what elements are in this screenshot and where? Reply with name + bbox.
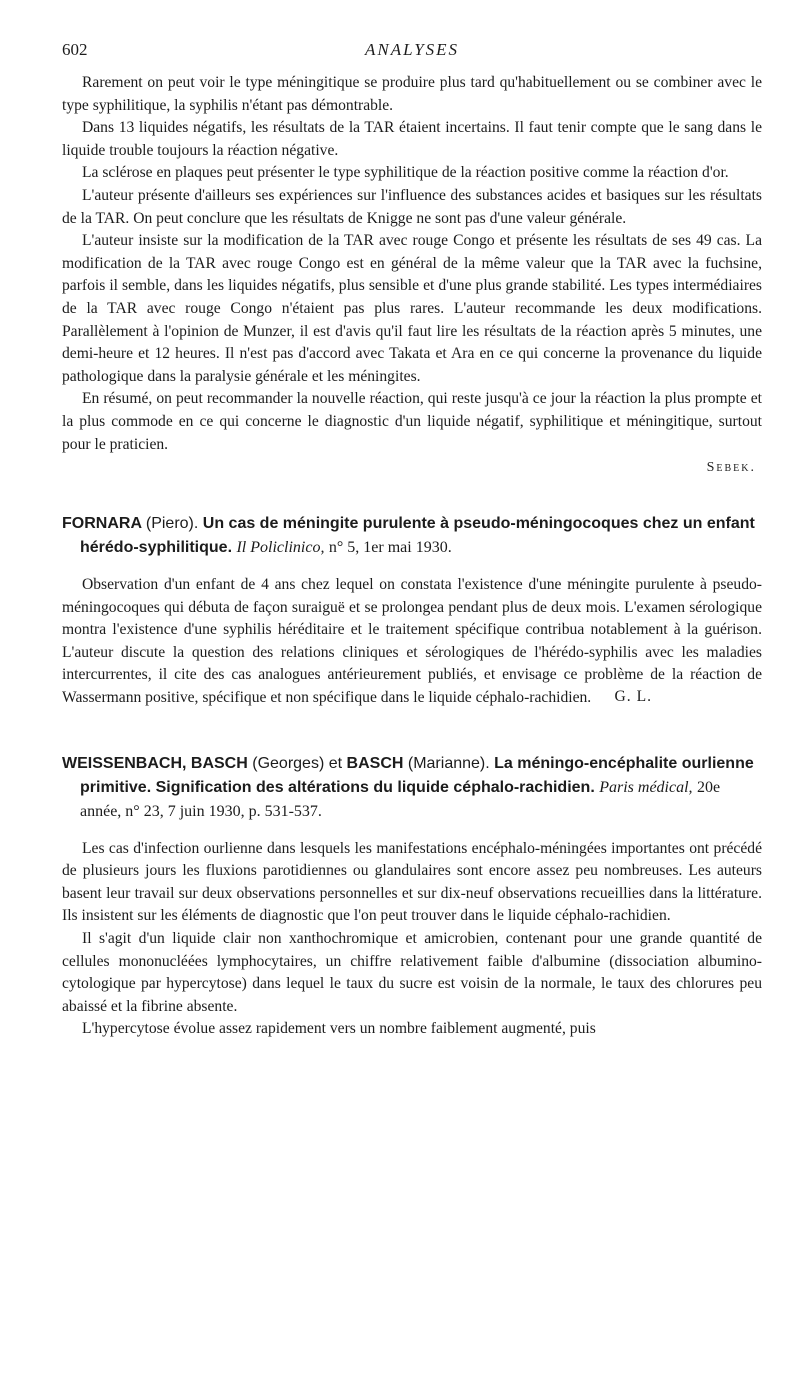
- running-title: ANALYSES: [364, 40, 460, 59]
- continued-review: [62, 72, 762, 476]
- paragraph: L'hypercytose évolue assez rapidement vers un nombre faiblement augmenté, puis: [82, 1020, 596, 1038]
- entry-reference: n° 5, 1er mai 1930.: [328, 539, 452, 557]
- running-head: [62, 40, 762, 64]
- entry-authors: FORNARA (Piero).: [62, 515, 199, 533]
- paragraph: Il s'agit d'un liquide clair non xanthochromique et amicrobien, contenant pour une grande quantité de cellules mononucléées lymphocytaires, un chiffre relativement faible d'albumine (dissociation albumino-cytologique par hypercytose) dans lequel le taux du sucre est voisin de la normale, le taux des chlorures peu abaissé et la fibrine absente.: [62, 930, 762, 1015]
- entry-title: La méningo-encéphalite ourlienne primitive. Signification des altérations du liquide céphalo-rachidien.: [80, 754, 754, 796]
- entry-body: [62, 838, 762, 1041]
- paragraph: Les cas d'infection ourlienne dans lesquels les manifestations encéphalo-méningées importantes ont précédé de plusieurs jours les fluxions parotidiennes ou glandulaires sont encore assez peu nombreuses. Les auteurs basent leur travail sur deux observations personnelles et sur dix-neuf observations recueillies dans la littérature. Ils insistent sur les éléments de diagnostic que l'on peut trouver dans le liquide céphalo-rachidien.: [62, 839, 762, 925]
- reviewer-signature: Sebek.: [706, 460, 756, 476]
- entry-authors: WEISSENBACH, BASCH (Georges) et BASCH (Marianne).: [62, 754, 490, 772]
- paragraph: En résumé, on peut recommander la nouvelle réaction, qui reste jusqu'à ce jour la réaction la plus prompte et la plus commode en ce qui concerne le diagnostic d'un liquide négatif, syphilitique et méningitique, surtout pour le praticien.: [62, 390, 762, 453]
- paragraph: Rarement on peut voir le type méningitique se produire plus tard qu'habituellement ou se combiner avec le type syphilitique, la syphilis n'étant pas démontrable.: [62, 74, 762, 114]
- paragraph: La sclérose en plaques peut présenter le type syphilitique de la réaction positive comme la réaction d'or.: [82, 164, 729, 182]
- page-number: 602: [62, 40, 88, 59]
- entry-journal: Il Policlinico,: [236, 539, 325, 557]
- paragraph: L'auteur insiste sur la modification de la TAR avec rouge Congo et présente les résultats de ses 49 cas. La modification de la TAR avec rouge Congo est en général de la même valeur que la TAR avec la fuchsine, parfois il semble, dans les liquides négatifs, plus sensible et d'une plus grande stabilité. Les types intermédiaires de la TAR avec rouge Congo n'étaient pas plus rares. L'auteur recommande les deux modifications. Parallèlement à l'opinion de Munzer, il est d'avis qu'il faut lire les résultats de la réaction après 5 minutes, une demi-heure et 12 heures. Il n'est pas d'accord avec Takata et Ara en ce qui concerne la provenance du liquide pathologique dans la paralysie générale et les méningites.: [62, 232, 762, 385]
- entry-body: [62, 574, 762, 706]
- paragraph: L'auteur présente d'ailleurs ses expériences sur l'influence des substances acides et basiques sur les résultats de la TAR. On peut conclure que les résultats de Knigge ne sont pas d'une valeur générale.: [62, 186, 762, 227]
- paragraph: Observation d'un enfant de 4 ans chez lequel on constata l'existence d'une méningite purulente à pseudo-méningocoques qui débuta de façon suraiguë et se prolongea pendant plus de deux mois. L'examen sérologique montra l'existence d'une syphilis héréditaire et le traitement spécifique contribua notablement à la guérison. L'auteur discute la question des relations cliniques et sérologiques de l'hérédo-syphilis avec les maladies intercurrentes, il cite des cas analogues antérieurement publiés, et envisage ce problème de la réaction de Wassermann positive, spécifique et non spécifique dans le liquide céphalo-rachidien.: [62, 576, 762, 707]
- abstract-entry-weissenbach: [62, 752, 762, 1041]
- entry-heading: [62, 512, 762, 560]
- entry-heading: [62, 752, 762, 824]
- entry-reference: 20e année, n° 23, 7 juin 1930, p. 531-537.: [80, 778, 721, 820]
- reviewer-signature: G. L.: [614, 687, 652, 705]
- paragraph: Dans 13 liquides négatifs, les résultats de la TAR étaient incertains. Il faut tenir compte que le sang dans le liquide trouble toujours la réaction négative.: [62, 119, 762, 159]
- abstract-entry-fornara: [62, 512, 762, 706]
- entry-journal: Paris médical,: [599, 778, 693, 796]
- entry-title: Un cas de méningite purulente à pseudo-méningocoques chez un enfant hérédo-syphilitique.: [80, 515, 755, 557]
